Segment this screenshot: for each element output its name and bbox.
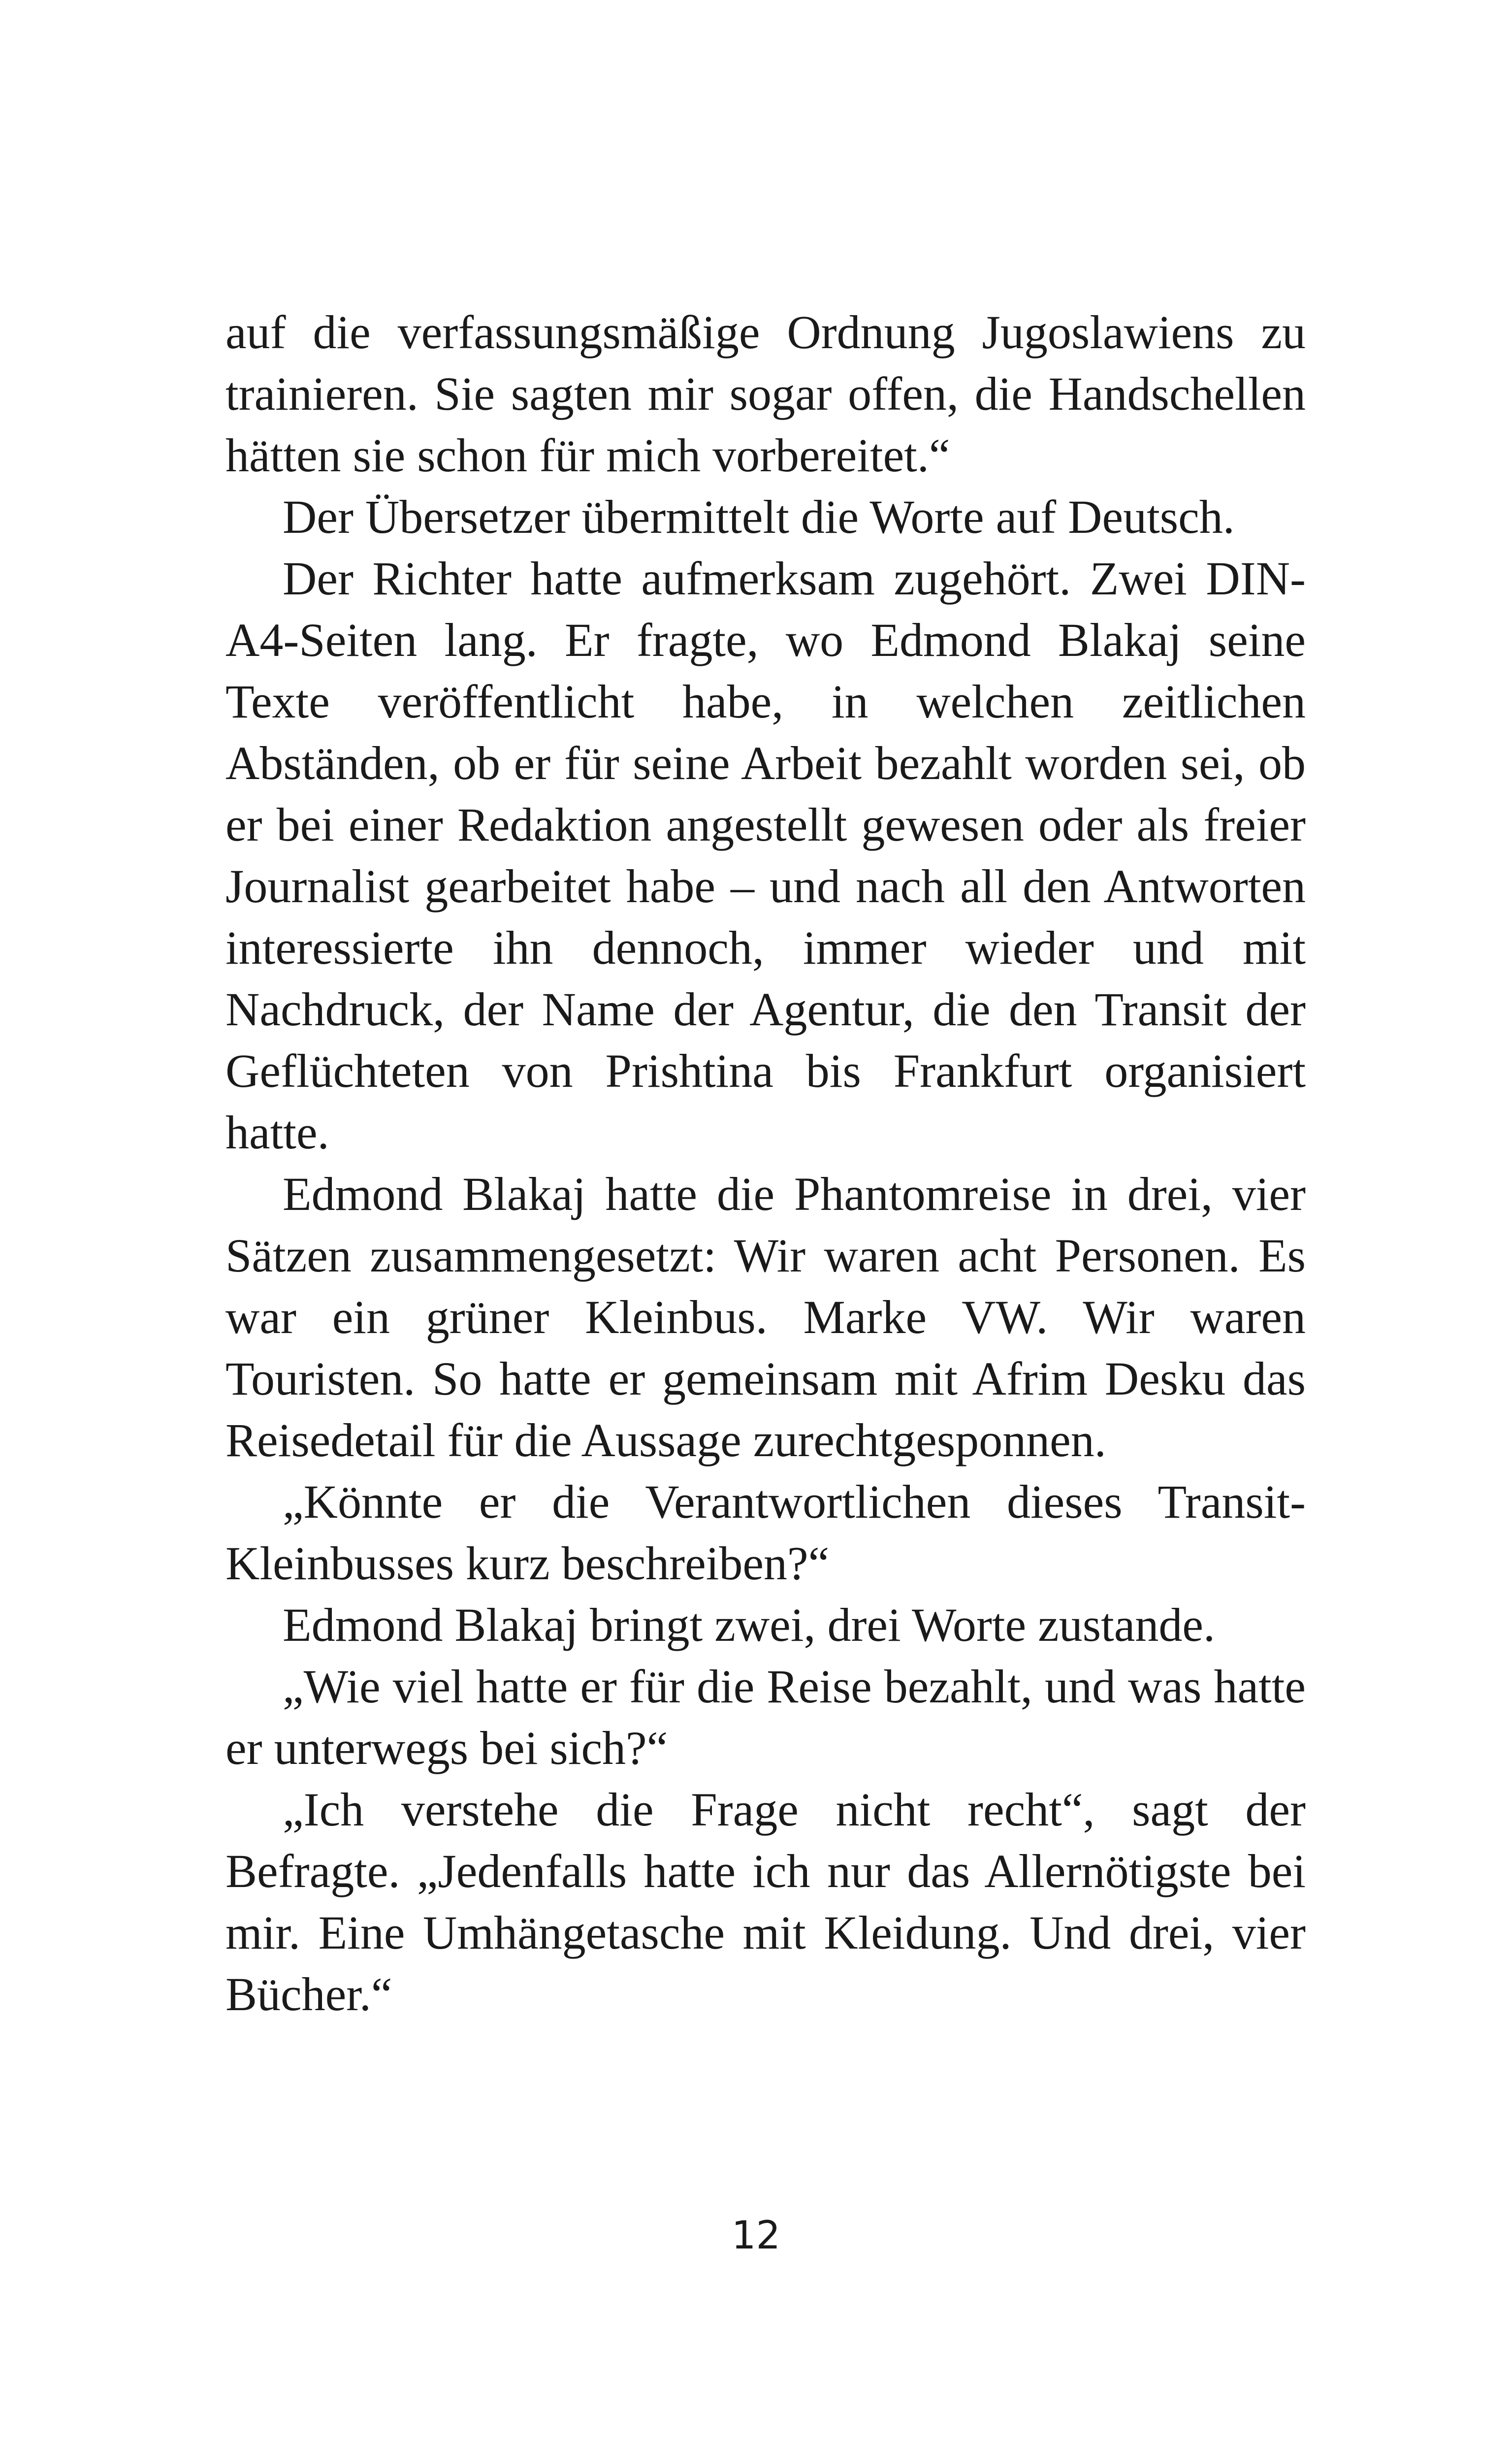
paragraph-3: Der Richter hatte aufmerksam zugehört. Zwei DIN-A4-Seiten lang. Er fragte, wo Edmond Blakaj seine Texte veröffentlicht habe, in welchen zeitlichen Abständen, ob er für seine Arbeit bezahlt worden sei, ob er bei einer Redaktion angestellt gewesen oder als freier Journalist gearbeitet habe – und nach all den Antworten interessierte ihn dennoch, immer wieder und mit Nachdruck, der Name der Agentur, die den Transit der Geflüchteten von Prishtina bis Frankfurt organisiert hatte. — [225, 552, 1306, 1159]
paragraph-5: „Könnte er die Verantwortlichen dieses Transit-Kleinbusses kurz beschreiben?“ — [225, 1475, 1306, 1590]
paragraph-7: „Wie viel hatte er für die Reise bezahlt, und was hatte er unterwegs bei sich?“ — [225, 1660, 1306, 1774]
paragraph-1: auf die verfassungsmäßige Ordnung Jugoslawiens zu trainieren. Sie sagten mir sogar offen, die Handschellen hätten sie schon für mich vorbereitet.“ — [225, 306, 1306, 482]
paragraph-8: „Ich verstehe die Frage nicht recht“, sagt der Befragte. „Jedenfalls hatte ich nur das Allernötigste bei mir. Eine Umhängetasche mit Kleidung. Und drei, vier Bücher.“ — [225, 1783, 1306, 2020]
paragraph-4: Edmond Blakaj hatte die Phantomreise in drei, vier Sätzen zusammengesetzt: Wir waren acht Personen. Es war ein grüner Kleinbus. Marke VW. Wir waren Touristen. So hatte er gemeinsam mit Afrim Desku das Reisedetail für die Aussage zurechtgesponnen. — [225, 1168, 1306, 1466]
paragraph-2: Der Übersetzer übermittelt die Worte auf Deutsch. — [283, 490, 1235, 543]
page-number: 12 — [731, 2214, 781, 2258]
body-text — [225, 301, 1306, 2025]
paragraph-6: Edmond Blakaj bringt zwei, drei Worte zustande. — [283, 1598, 1215, 1651]
